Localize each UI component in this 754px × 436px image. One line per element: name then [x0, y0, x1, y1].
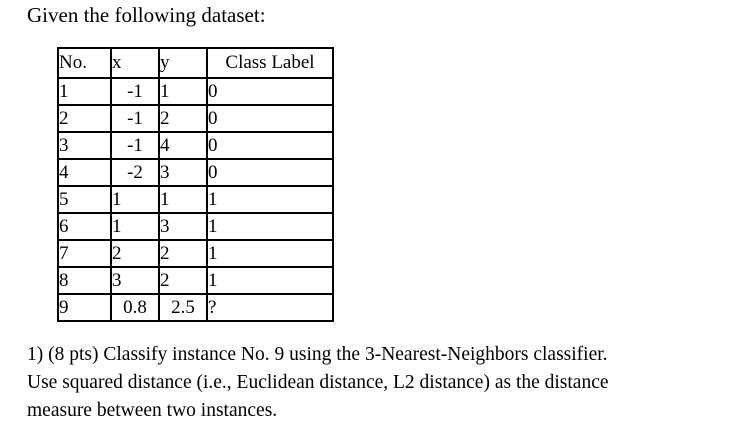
- cell-x: 3: [111, 267, 159, 294]
- table-header-row: [58, 48, 333, 78]
- cell-class-label: 0: [207, 132, 333, 159]
- table-row: [58, 105, 333, 132]
- cell-x: -1: [111, 105, 159, 132]
- table-row: [58, 78, 333, 105]
- question-line: Use squared distance (i.e., Euclidean distance, L2 distance) as the distance: [27, 372, 609, 393]
- cell-no: 9: [58, 294, 111, 321]
- cell-x: -1: [111, 78, 159, 105]
- table-row: [58, 267, 333, 294]
- cell-no: 4: [58, 159, 111, 186]
- header-no: No.: [58, 48, 111, 78]
- table-row: [58, 132, 333, 159]
- header-y: y: [159, 48, 207, 78]
- cell-y: 4: [159, 132, 207, 159]
- cell-no: 1: [58, 78, 111, 105]
- table-row: [58, 294, 333, 321]
- header-class-label: Class Label: [207, 48, 333, 78]
- cell-no: 3: [58, 132, 111, 159]
- cell-class-label: 1: [207, 267, 333, 294]
- table-row: [58, 240, 333, 267]
- cell-class-label: 1: [207, 240, 333, 267]
- cell-no: 7: [58, 240, 111, 267]
- cell-no: 8: [58, 267, 111, 294]
- cell-class-label: 0: [207, 159, 333, 186]
- cell-y: 2: [159, 105, 207, 132]
- cell-y: 2: [159, 240, 207, 267]
- cell-y: 3: [159, 159, 207, 186]
- cell-y: 3: [159, 213, 207, 240]
- cell-y: 1: [159, 78, 207, 105]
- cell-x: -2: [111, 159, 159, 186]
- cell-x: 2: [111, 240, 159, 267]
- cell-x: 0.8: [111, 294, 159, 321]
- cell-x: 1: [111, 213, 159, 240]
- cell-class-label: 1: [207, 186, 333, 213]
- cell-class-label: 1: [207, 213, 333, 240]
- cell-class-label: 0: [207, 78, 333, 105]
- cell-class-label: 0: [207, 105, 333, 132]
- cell-x: -1: [111, 132, 159, 159]
- table-row: [58, 213, 333, 240]
- header-x: x: [111, 48, 159, 78]
- cell-class-label: ?: [207, 294, 333, 321]
- cell-x: 1: [111, 186, 159, 213]
- cell-no: 2: [58, 105, 111, 132]
- question-line: 1) (8 pts) Classify instance No. 9 using the 3-Nearest-Neighbors classifier.: [27, 344, 608, 365]
- cell-y: 2: [159, 267, 207, 294]
- cell-no: 6: [58, 213, 111, 240]
- cell-no: 5: [58, 186, 111, 213]
- dataset-table: [57, 47, 334, 322]
- question-line: measure between two instances.: [27, 400, 278, 421]
- cell-y: 2.5: [159, 294, 207, 321]
- question-text: [27, 341, 747, 425]
- intro-text: Given the following dataset:: [27, 3, 266, 27]
- table-row: [58, 186, 333, 213]
- cell-y: 1: [159, 186, 207, 213]
- table-row: [58, 159, 333, 186]
